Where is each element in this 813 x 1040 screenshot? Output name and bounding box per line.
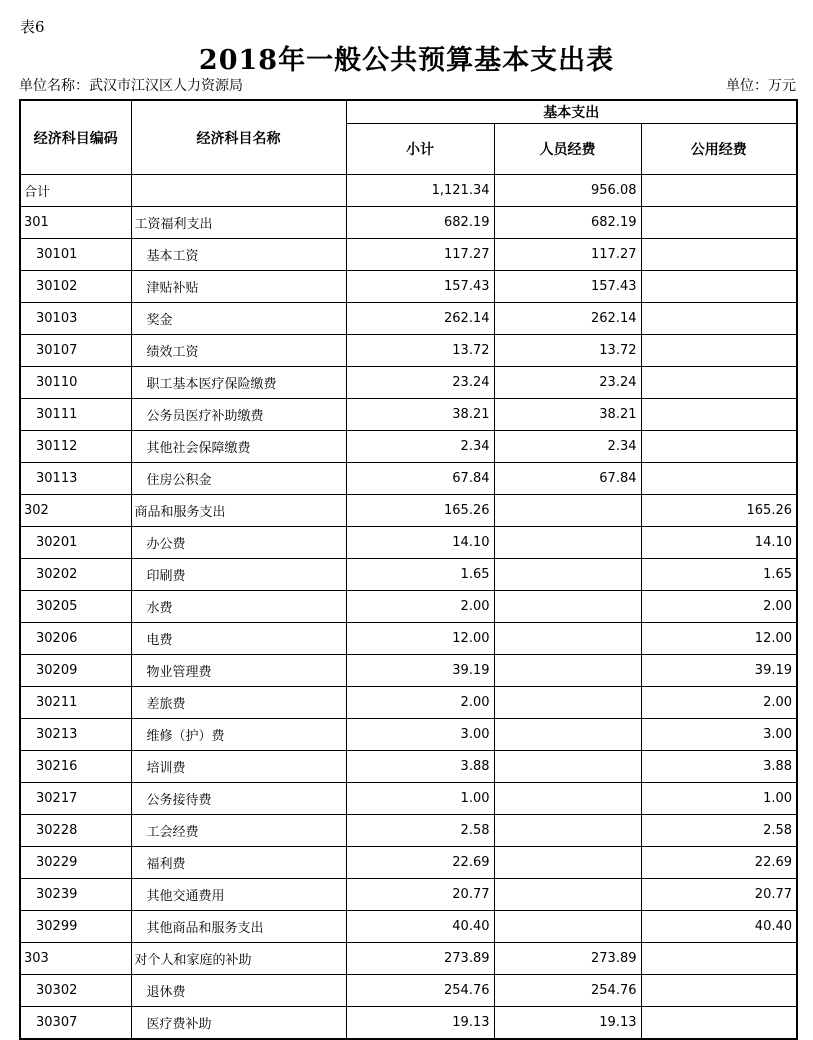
row-subtotal-cell: 2.34 — [346, 431, 494, 463]
row-name-cell: 福利费 — [131, 847, 346, 879]
row-subtotal-cell: 23.24 — [346, 367, 494, 399]
row-personnel-cell: 262.14 — [494, 303, 641, 335]
table-row — [20, 175, 797, 207]
row-public-cell: 39.19 — [641, 655, 797, 687]
row-name-cell: 培训费 — [131, 751, 346, 783]
row-name-cell: 基本工资 — [131, 239, 346, 271]
row-code-cell: 30213 — [20, 719, 131, 751]
row-public-cell — [641, 303, 797, 335]
budget-table — [19, 99, 798, 1040]
table-row — [20, 751, 797, 783]
table-row — [20, 463, 797, 495]
row-subtotal-cell: 1,121.34 — [346, 175, 494, 207]
header-group-basic-expenditure: 基本支出 — [346, 100, 797, 124]
row-public-cell: 3.88 — [641, 751, 797, 783]
row-personnel-cell — [494, 623, 641, 655]
row-public-cell: 40.40 — [641, 911, 797, 943]
row-subtotal-cell: 3.88 — [346, 751, 494, 783]
row-subtotal-cell: 3.00 — [346, 719, 494, 751]
row-personnel-cell — [494, 911, 641, 943]
row-personnel-cell: 682.19 — [494, 207, 641, 239]
row-subtotal-cell: 2.58 — [346, 815, 494, 847]
row-subtotal-cell: 117.27 — [346, 239, 494, 271]
row-code-cell: 30211 — [20, 687, 131, 719]
row-name-cell: 物业管理费 — [131, 655, 346, 687]
table-row — [20, 431, 797, 463]
row-personnel-cell — [494, 751, 641, 783]
row-personnel-cell — [494, 687, 641, 719]
row-name-cell: 职工基本医疗保险缴费 — [131, 367, 346, 399]
row-subtotal-cell: 13.72 — [346, 335, 494, 367]
table-row — [20, 559, 797, 591]
row-personnel-cell: 23.24 — [494, 367, 641, 399]
row-subtotal-cell: 12.00 — [346, 623, 494, 655]
row-subtotal-cell: 157.43 — [346, 271, 494, 303]
row-personnel-cell: 117.27 — [494, 239, 641, 271]
row-personnel-cell — [494, 815, 641, 847]
row-public-cell — [641, 207, 797, 239]
row-code-cell: 30302 — [20, 975, 131, 1007]
row-public-cell: 1.00 — [641, 783, 797, 815]
table-row — [20, 271, 797, 303]
table-row — [20, 367, 797, 399]
table-row — [20, 239, 797, 271]
row-code-cell: 30205 — [20, 591, 131, 623]
row-subtotal-cell: 2.00 — [346, 687, 494, 719]
row-subtotal-cell: 254.76 — [346, 975, 494, 1007]
row-public-cell — [641, 943, 797, 975]
row-personnel-cell: 38.21 — [494, 399, 641, 431]
row-personnel-cell — [494, 591, 641, 623]
row-public-cell: 22.69 — [641, 847, 797, 879]
row-public-cell: 3.00 — [641, 719, 797, 751]
row-public-cell — [641, 975, 797, 1007]
row-public-cell: 2.00 — [641, 591, 797, 623]
row-public-cell: 1.65 — [641, 559, 797, 591]
row-code-cell: 30102 — [20, 271, 131, 303]
table-row — [20, 687, 797, 719]
row-personnel-cell — [494, 655, 641, 687]
row-name-cell: 维修（护）费 — [131, 719, 346, 751]
table-row — [20, 719, 797, 751]
row-personnel-cell — [494, 527, 641, 559]
row-name-cell: 奖金 — [131, 303, 346, 335]
row-code-cell: 30228 — [20, 815, 131, 847]
row-public-cell: 165.26 — [641, 495, 797, 527]
row-name-cell: 公务接待费 — [131, 783, 346, 815]
row-code-cell: 30103 — [20, 303, 131, 335]
row-name-cell: 印刷费 — [131, 559, 346, 591]
row-personnel-cell: 157.43 — [494, 271, 641, 303]
table-row — [20, 335, 797, 367]
table-body — [20, 175, 797, 1040]
row-public-cell — [641, 367, 797, 399]
row-code-cell: 30307 — [20, 1007, 131, 1040]
row-name-cell: 对个人和家庭的补助 — [131, 943, 346, 975]
table-row — [20, 527, 797, 559]
row-name-cell: 商品和服务支出 — [131, 495, 346, 527]
row-public-cell — [641, 271, 797, 303]
table-row — [20, 591, 797, 623]
row-subtotal-cell: 19.13 — [346, 1007, 494, 1040]
table-row — [20, 879, 797, 911]
row-subtotal-cell: 39.19 — [346, 655, 494, 687]
row-personnel-cell — [494, 783, 641, 815]
row-subtotal-cell: 1.65 — [346, 559, 494, 591]
table-row — [20, 911, 797, 943]
row-name-cell: 公务员医疗补助缴费 — [131, 399, 346, 431]
row-personnel-cell — [494, 847, 641, 879]
row-code-cell: 30239 — [20, 879, 131, 911]
row-code-cell: 30101 — [20, 239, 131, 271]
row-name-cell: 办公费 — [131, 527, 346, 559]
table-row — [20, 943, 797, 975]
row-public-cell: 14.10 — [641, 527, 797, 559]
row-personnel-cell — [494, 879, 641, 911]
row-code-cell: 30111 — [20, 399, 131, 431]
header-code: 经济科目编码 — [20, 100, 131, 175]
row-subtotal-cell: 262.14 — [346, 303, 494, 335]
row-code-cell: 301 — [20, 207, 131, 239]
row-name-cell: 其他社会保障缴费 — [131, 431, 346, 463]
row-code-cell: 30216 — [20, 751, 131, 783]
row-personnel-cell: 13.72 — [494, 335, 641, 367]
row-personnel-cell: 254.76 — [494, 975, 641, 1007]
row-personnel-cell — [494, 559, 641, 591]
row-code-cell: 合计 — [20, 175, 131, 207]
row-public-cell — [641, 239, 797, 271]
row-subtotal-cell: 682.19 — [346, 207, 494, 239]
row-code-cell: 30112 — [20, 431, 131, 463]
row-personnel-cell: 19.13 — [494, 1007, 641, 1040]
row-name-cell: 差旅费 — [131, 687, 346, 719]
row-personnel-cell: 956.08 — [494, 175, 641, 207]
table-row — [20, 1007, 797, 1040]
row-personnel-cell: 273.89 — [494, 943, 641, 975]
row-name-cell: 其他商品和服务支出 — [131, 911, 346, 943]
row-subtotal-cell: 14.10 — [346, 527, 494, 559]
table-row — [20, 975, 797, 1007]
table-row — [20, 655, 797, 687]
table-row — [20, 623, 797, 655]
row-public-cell: 12.00 — [641, 623, 797, 655]
row-public-cell: 2.58 — [641, 815, 797, 847]
row-name-cell: 津贴补贴 — [131, 271, 346, 303]
row-subtotal-cell: 67.84 — [346, 463, 494, 495]
row-public-cell — [641, 463, 797, 495]
row-subtotal-cell: 40.40 — [346, 911, 494, 943]
row-subtotal-cell: 20.77 — [346, 879, 494, 911]
row-personnel-cell — [494, 719, 641, 751]
header-subtotal: 小计 — [346, 124, 494, 175]
table-row — [20, 847, 797, 879]
row-subtotal-cell: 22.69 — [346, 847, 494, 879]
row-public-cell — [641, 335, 797, 367]
page-title: 2018年一般公共预算基本支出表 — [198, 45, 615, 76]
row-code-cell: 30202 — [20, 559, 131, 591]
row-public-cell — [641, 399, 797, 431]
header-name: 经济科目名称 — [131, 100, 346, 175]
row-code-cell: 30217 — [20, 783, 131, 815]
row-name-cell: 水费 — [131, 591, 346, 623]
row-public-cell — [641, 175, 797, 207]
row-code-cell: 30113 — [20, 463, 131, 495]
row-personnel-cell: 2.34 — [494, 431, 641, 463]
row-code-cell: 30209 — [20, 655, 131, 687]
row-name-cell: 工会经费 — [131, 815, 346, 847]
row-name-cell: 住房公积金 — [131, 463, 346, 495]
row-code-cell: 30110 — [20, 367, 131, 399]
table-header — [20, 100, 797, 175]
row-name-cell: 医疗费补助 — [131, 1007, 346, 1040]
table-row — [20, 495, 797, 527]
row-code-cell: 302 — [20, 495, 131, 527]
row-name-cell: 绩效工资 — [131, 335, 346, 367]
row-code-cell: 30229 — [20, 847, 131, 879]
meta-row — [19, 75, 796, 95]
row-subtotal-cell: 2.00 — [346, 591, 494, 623]
row-public-cell: 20.77 — [641, 879, 797, 911]
table-row — [20, 207, 797, 239]
row-name-cell — [131, 175, 346, 207]
row-code-cell: 30107 — [20, 335, 131, 367]
header-public: 公用经费 — [641, 124, 797, 175]
row-public-cell — [641, 1007, 797, 1040]
table-row — [20, 303, 797, 335]
row-code-cell: 303 — [20, 943, 131, 975]
row-subtotal-cell: 38.21 — [346, 399, 494, 431]
row-name-cell: 其他交通费用 — [131, 879, 346, 911]
unit-text: 单位：万元 — [726, 78, 796, 94]
row-public-cell: 2.00 — [641, 687, 797, 719]
table-number-label: 表6 — [20, 18, 45, 36]
row-subtotal-cell: 273.89 — [346, 943, 494, 975]
table-row — [20, 399, 797, 431]
row-name-cell: 工资福利支出 — [131, 207, 346, 239]
row-subtotal-cell: 165.26 — [346, 495, 494, 527]
row-code-cell: 30206 — [20, 623, 131, 655]
row-personnel-cell: 67.84 — [494, 463, 641, 495]
table-row — [20, 815, 797, 847]
table-row — [20, 783, 797, 815]
row-personnel-cell — [494, 495, 641, 527]
row-code-cell: 30201 — [20, 527, 131, 559]
row-subtotal-cell: 1.00 — [346, 783, 494, 815]
row-code-cell: 30299 — [20, 911, 131, 943]
row-public-cell — [641, 431, 797, 463]
unit-name-text: 单位名称：武汉市江汉区人力资源局 — [19, 78, 243, 94]
row-name-cell: 电费 — [131, 623, 346, 655]
row-name-cell: 退休费 — [131, 975, 346, 1007]
header-personnel: 人员经费 — [494, 124, 641, 175]
